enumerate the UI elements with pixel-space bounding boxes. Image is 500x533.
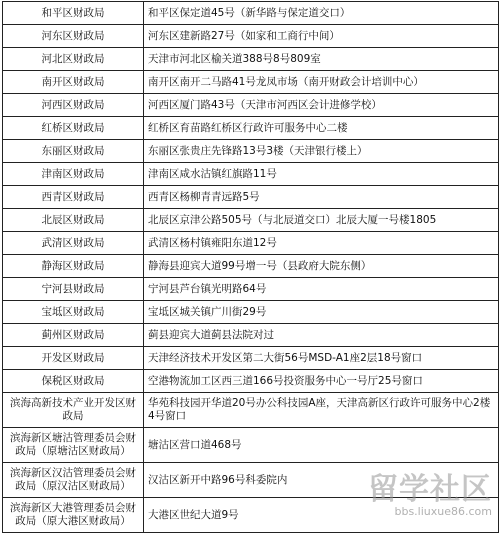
bureau-address-cell: 宝坻区城关镇广川街29号 <box>144 301 499 324</box>
bureau-name-cell: 滨海高新技术产业开发区财政局 <box>3 393 144 428</box>
watermark-logo-text: 留学社区 <box>368 472 492 507</box>
bureau-name-cell: 保税区财政局 <box>3 370 144 393</box>
bureau-address-cell: 津南区咸水沽镇红旗路11号 <box>144 163 499 186</box>
bureau-address-cell: 河西区厦门路43号（天津市河西区会计进修学校） <box>144 94 499 117</box>
bureau-address-cell: 西青区杨柳青青远路5号 <box>144 186 499 209</box>
table-row <box>3 255 499 278</box>
table-row <box>3 301 499 324</box>
bureau-address-cell: 宁河县芦台镇光明路64号 <box>144 278 499 301</box>
bureau-address-cell: 蓟县迎宾大道蓟县法院对过 <box>144 324 499 347</box>
table-row <box>3 324 499 347</box>
table-row <box>3 2 499 25</box>
finance-bureau-address-table <box>2 1 499 533</box>
bureau-name-cell: 蓟州区财政局 <box>3 324 144 347</box>
bureau-address-cell: 南开区南开二马路41号龙凤市场（南开财政会计培训中心） <box>144 71 499 94</box>
bureau-address-cell: 塘沽区营口道468号 <box>144 428 499 463</box>
table-row <box>3 94 499 117</box>
bureau-name-cell: 河西区财政局 <box>3 94 144 117</box>
bureau-name-cell: 宁河县财政局 <box>3 278 144 301</box>
table-row <box>3 163 499 186</box>
bureau-name-cell: 河北区财政局 <box>3 48 144 71</box>
bureau-address-cell: 和平区保定道45号（新华路与保定道交口） <box>144 2 499 25</box>
bureau-name-cell: 和平区财政局 <box>3 2 144 25</box>
office-address-table-container <box>2 1 498 533</box>
table-row <box>3 463 499 498</box>
bureau-address-cell: 天津市河北区榆关道388号8号809室 <box>144 48 499 71</box>
bureau-name-cell: 滨海新区大港管理委员会财政局（原大港区财政局） <box>3 498 144 533</box>
bureau-name-cell: 滨海新区汉沽管理委员会财政局（原汉沽区财政局） <box>3 463 144 498</box>
bureau-name-cell: 河东区财政局 <box>3 25 144 48</box>
bureau-address-cell: 北辰区京津公路505号（与北辰道交口）北辰大厦一号楼1805 <box>144 209 499 232</box>
bureau-name-cell: 武清区财政局 <box>3 232 144 255</box>
bureau-address-cell: 汉沽区新开中路96号科委院内 <box>144 463 499 498</box>
bureau-name-cell: 北辰区财政局 <box>3 209 144 232</box>
bureau-address-cell: 静海县迎宾大道99号增一号（县政府大院东侧） <box>144 255 499 278</box>
table-row <box>3 140 499 163</box>
bureau-address-cell: 华苑科技园开华道20号办公科技园A座，天津高新区行政许可服务中心2楼4号窗口 <box>144 393 499 428</box>
bureau-name-cell: 滨海新区塘沽管理委员会财政局（原塘沽区财政局） <box>3 428 144 463</box>
bureau-name-cell: 红桥区财政局 <box>3 117 144 140</box>
bureau-name-cell: 津南区财政局 <box>3 163 144 186</box>
table-row <box>3 117 499 140</box>
table-row <box>3 48 499 71</box>
table-row <box>3 232 499 255</box>
bureau-name-cell: 西青区财政局 <box>3 186 144 209</box>
bureau-address-cell: 武清区杨村镇雍阳东道12号 <box>144 232 499 255</box>
bureau-name-cell: 宝坻区财政局 <box>3 301 144 324</box>
bureau-name-cell: 南开区财政局 <box>3 71 144 94</box>
bureau-address-cell: 天津经济技术开发区第二大街56号MSD-A1座2层18号窗口 <box>144 347 499 370</box>
bureau-name-cell: 静海区财政局 <box>3 255 144 278</box>
watermark-url-text: bbs.liuxue86.com <box>394 505 492 518</box>
table-row <box>3 347 499 370</box>
table-row <box>3 393 499 428</box>
bureau-address-cell: 河东区建新路27号（如家和工商行中间） <box>144 25 499 48</box>
bureau-address-cell: 东丽区张贵庄先锋路13号3楼（天津银行楼上） <box>144 140 499 163</box>
bureau-address-cell: 大港区世纪大道9号 <box>144 498 499 533</box>
bureau-address-cell: 空港物流加工区西三道166号投资服务中心一号厅25号窗口 <box>144 370 499 393</box>
table-row <box>3 25 499 48</box>
table-row <box>3 498 499 533</box>
table-row <box>3 370 499 393</box>
table-row <box>3 428 499 463</box>
table-row <box>3 209 499 232</box>
table-row <box>3 71 499 94</box>
bureau-address-cell: 红桥区育苗路红桥区行政许可服务中心二楼 <box>144 117 499 140</box>
bureau-name-cell: 东丽区财政局 <box>3 140 144 163</box>
table-row <box>3 186 499 209</box>
table-row <box>3 278 499 301</box>
bureau-name-cell: 开发区财政局 <box>3 347 144 370</box>
